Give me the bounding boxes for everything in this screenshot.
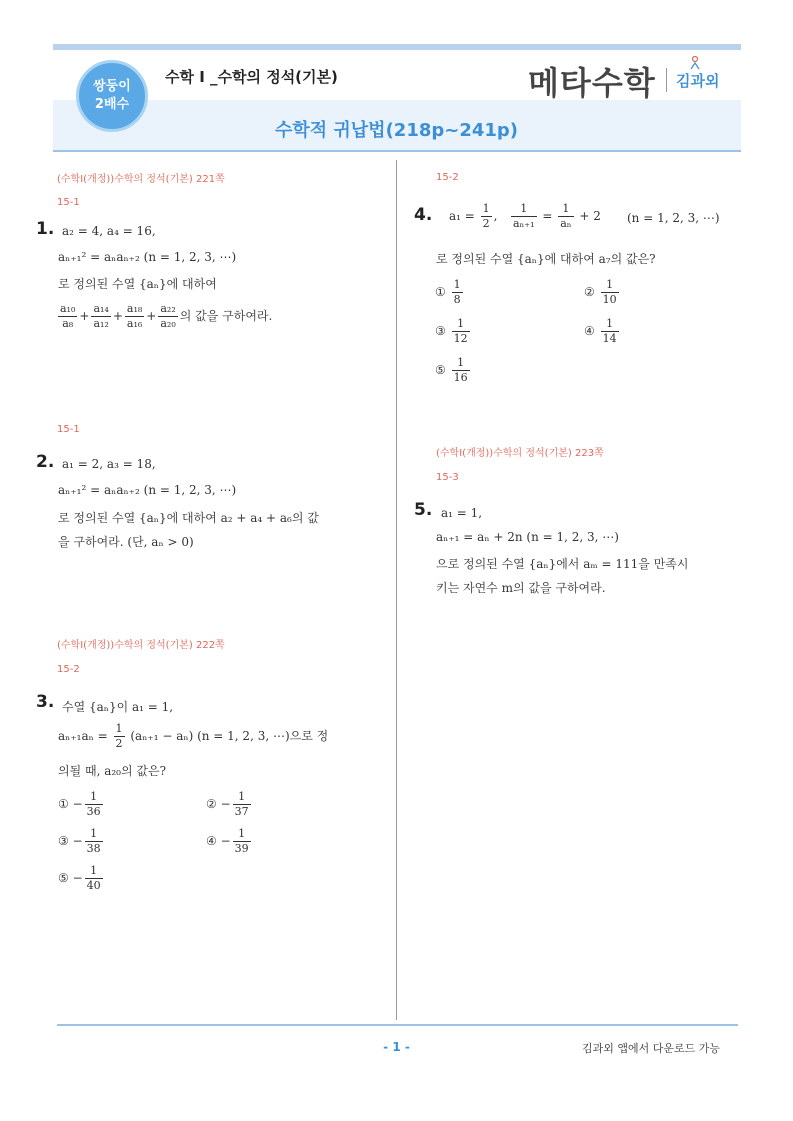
denominator: 2 (115, 737, 123, 750)
problem-tail: 의 값을 구하여라. (179, 309, 273, 323)
problem-line: aₙ₊₁² = aₙaₙ₊₂ (n = 1, 2, 3, ⋯) (58, 483, 237, 497)
numerator: 1 (482, 202, 490, 215)
fraction (85, 827, 103, 856)
comma: , (493, 209, 498, 223)
problem-line: aₙ₊₁² = aₙaₙ₊₂ (n = 1, 2, 3, ⋯) (58, 250, 237, 264)
fraction (125, 302, 144, 331)
plus-term: + 2 (579, 209, 601, 223)
numerator: 1 (85, 790, 103, 805)
numerator: 1 (233, 827, 251, 842)
problem-code: 15-3 (436, 472, 459, 483)
minus-sign: − (72, 797, 83, 811)
option-mark: ④ (206, 834, 217, 848)
denominator: 2 (482, 217, 490, 230)
problem-line: 키는 자연수 m의 값을 구하여라. (436, 581, 606, 595)
denominator: aₙ (560, 217, 572, 230)
fraction-expression (56, 302, 272, 331)
answer-option (584, 317, 621, 346)
equation-right: (aₙ₊₁ − aₙ) (n = 1, 2, 3, ⋯)으로 정 (130, 729, 329, 743)
fraction (452, 278, 463, 307)
fraction (233, 827, 251, 856)
denominator: 39 (234, 842, 249, 855)
option-mark: ③ (435, 324, 446, 338)
fraction (85, 790, 103, 819)
minus-sign: − (72, 871, 83, 885)
problem-number: 5. (414, 500, 433, 520)
fraction (452, 317, 470, 346)
denominator: 38 (86, 842, 101, 855)
denominator: aₙ₊₁ (512, 217, 535, 230)
fraction (452, 356, 470, 385)
equation-left: aₙ₊₁aₙ = (58, 729, 108, 743)
option-mark: ② (206, 797, 217, 811)
problem-line (449, 202, 601, 231)
denominator: a₁₂ (93, 317, 109, 330)
equation-left: a₁ = (449, 209, 475, 223)
option-mark: ① (435, 285, 446, 299)
problem-line (58, 722, 328, 751)
problem-code: 15-1 (57, 424, 80, 435)
numerator: a₂₂ (160, 302, 176, 315)
fraction (158, 302, 177, 331)
answer-option (58, 827, 105, 856)
brand-sub-logo: 김과외 (676, 72, 720, 90)
numerator: 1 (85, 827, 103, 842)
denominator: a₂₀ (160, 317, 176, 330)
fraction (233, 790, 251, 819)
numerator: 1 (115, 722, 123, 735)
numerator: 1 (452, 356, 470, 371)
top-rule (53, 44, 741, 50)
fraction (481, 202, 492, 231)
option-mark: ② (584, 285, 595, 299)
problem-line: 으로 정의된 수열 {aₙ}에서 aₘ = 111을 만족시 (436, 557, 689, 571)
fraction (558, 202, 573, 231)
brand-logo: 메타수학 (528, 64, 656, 102)
problem-line: aₙ₊₁ = aₙ + 2n (n = 1, 2, 3, ⋯) (436, 530, 619, 544)
numerator: 1 (85, 864, 103, 879)
numerator: 1 (601, 317, 619, 332)
minus-sign: − (220, 834, 231, 848)
numerator: a₁₀ (60, 302, 76, 315)
problem-line: 로 정의된 수열 {aₙ}에 대하여 (58, 277, 217, 291)
equals-sign: = (542, 209, 553, 223)
chapter-title: 수학적 귀납법(218p~241p) (274, 120, 519, 141)
source-label: (수학I(개정))수학의 정석(기본) 221쪽 (57, 174, 225, 185)
problem-line: 로 정의된 수열 {aₙ}에 대하여 a₂ + a₄ + a₆의 값 (58, 511, 319, 525)
numerator: 1 (601, 278, 619, 293)
fraction (114, 722, 125, 751)
problem-line: 을 구하여라. (단, aₙ > 0) (58, 535, 194, 549)
problem-code: 15-2 (436, 172, 459, 183)
numerator: a₁₄ (93, 302, 109, 315)
page-number: - 1 - (383, 1040, 410, 1054)
problem-code: 15-1 (57, 197, 80, 208)
problem-line: 수열 {aₙ}이 a₁ = 1, (62, 700, 174, 714)
answer-option (206, 790, 253, 819)
person-icon (690, 56, 700, 70)
problem-number: 1. (36, 219, 55, 239)
answer-option (206, 827, 253, 856)
column-divider (396, 160, 397, 1020)
badge-line2: 2배수 (94, 97, 130, 112)
option-mark: ① (58, 797, 69, 811)
problem-line: 의될 때, a₂₀의 값은? (58, 764, 167, 778)
answer-option (435, 317, 472, 346)
problem-line: a₂ = 4, a₄ = 16, (62, 224, 156, 238)
denominator: a₈ (62, 317, 74, 330)
answer-option (435, 356, 472, 385)
denominator: 14 (602, 332, 617, 345)
problem-line: a₁ = 1, (441, 506, 483, 520)
numerator: a₁₈ (126, 302, 143, 315)
problem-line: 로 정의된 수열 {aₙ}에 대하여 a₇의 값은? (436, 252, 656, 266)
source-label: (수학I(개정))수학의 정석(기본) 223쪽 (436, 448, 604, 459)
footer-rule (57, 1024, 738, 1026)
plus-sign: + (146, 309, 157, 323)
option-mark: ⑤ (435, 363, 446, 377)
numerator: 1 (558, 202, 573, 217)
problem-range: (n = 1, 2, 3, ⋯) (627, 211, 720, 225)
denominator: 37 (234, 805, 249, 818)
numerator: 1 (452, 317, 470, 332)
problem-number: 4. (414, 205, 433, 225)
numerator: 1 (233, 790, 251, 805)
denominator: 8 (453, 293, 461, 306)
fraction (91, 302, 110, 331)
fraction (601, 317, 619, 346)
answer-option (584, 278, 621, 307)
denominator: 36 (86, 805, 101, 818)
numerator: 1 (511, 202, 537, 217)
numerator: 1 (453, 278, 461, 291)
plus-sign: + (112, 309, 123, 323)
answer-option (435, 278, 465, 307)
answer-option (58, 864, 105, 893)
problem-code: 15-2 (57, 664, 80, 675)
option-mark: ⑤ (58, 871, 69, 885)
minus-sign: − (72, 834, 83, 848)
footer-note: 김과외 앱에서 다운로드 가능 (582, 1042, 721, 1055)
option-mark: ④ (584, 324, 595, 338)
denominator: 12 (453, 332, 468, 345)
badge-line1: 쌍둥이 (93, 79, 131, 94)
denominator: a₁₆ (126, 317, 143, 330)
problem-line: a₁ = 2, a₃ = 18, (62, 457, 156, 471)
source-label: (수학I(개정))수학의 정석(기본) 222쪽 (57, 640, 225, 651)
denominator: 10 (602, 293, 617, 306)
fraction (601, 278, 619, 307)
fraction (511, 202, 537, 231)
option-mark: ③ (58, 834, 69, 848)
book-title: 수학 I _수학의 정석(기본) (165, 68, 338, 86)
denominator: 16 (453, 371, 468, 384)
problem-number: 2. (36, 452, 55, 472)
fraction (85, 864, 103, 893)
header-rule (53, 150, 741, 152)
problem-number: 3. (36, 692, 55, 712)
answer-option (58, 790, 105, 819)
fraction (58, 302, 77, 331)
logo-divider (666, 68, 667, 92)
denominator: 40 (86, 879, 101, 892)
plus-sign: + (79, 309, 90, 323)
minus-sign: − (220, 797, 231, 811)
